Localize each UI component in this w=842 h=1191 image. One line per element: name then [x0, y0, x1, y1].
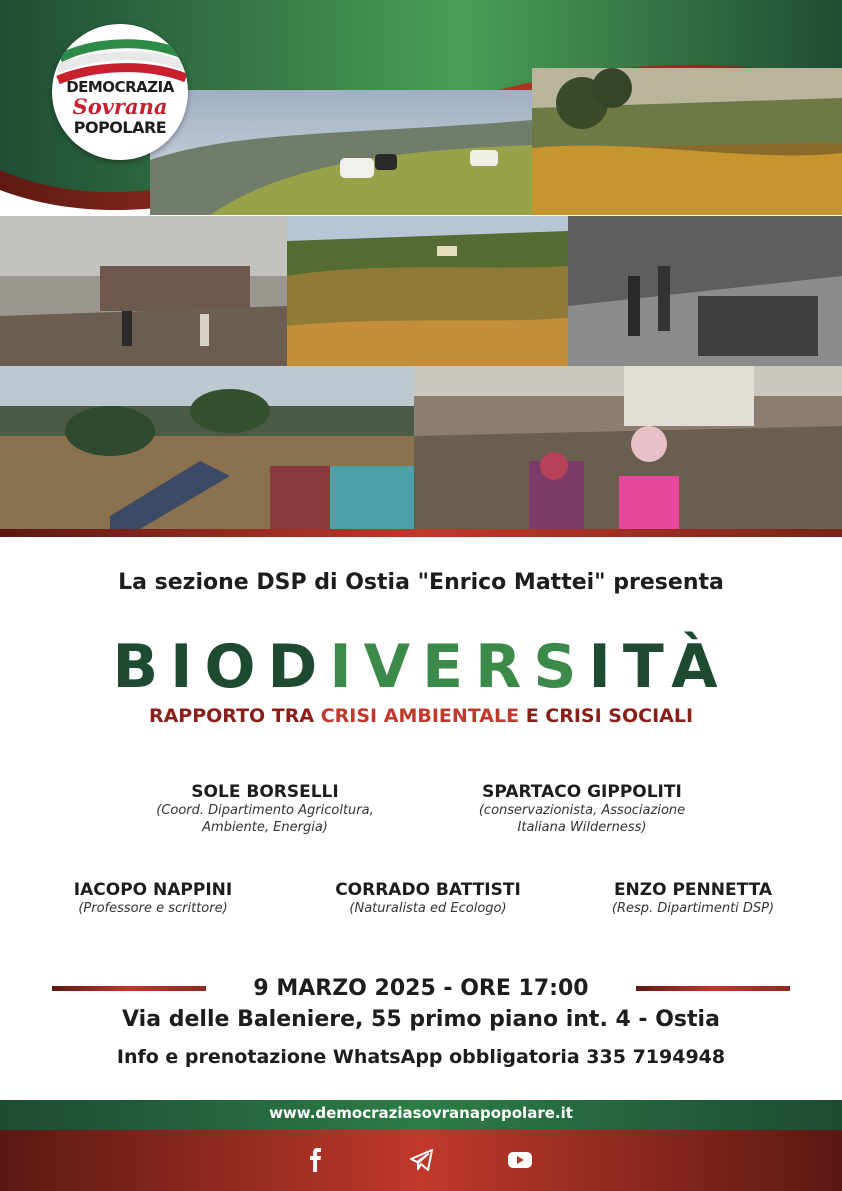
- logo-text-democrazia: DEMOCRAZIA: [66, 78, 174, 96]
- logo-flag-stripes: [52, 24, 188, 84]
- subtitle-part1: RAPPORTO TRA: [148, 705, 321, 727]
- event-date: 9 MARZO 2025 - ORE 17:00: [253, 976, 589, 1001]
- photo-war-ruins: [0, 216, 287, 366]
- youtube-icon[interactable]: [506, 1146, 534, 1174]
- website-link[interactable]: www.democraziasovranapopolare.it: [269, 1104, 573, 1122]
- photo-divider-stripe: [0, 529, 842, 537]
- subtitle-part3: E CRISI SOCIALI: [519, 705, 694, 727]
- speaker-role: (conservazionista, Associazione: [478, 803, 686, 818]
- photo-cows-hills: [150, 90, 532, 215]
- photo-flood: [0, 366, 414, 529]
- event-title: [0, 632, 842, 702]
- photo-painting-harvest: [532, 68, 842, 215]
- event-subtitle: [0, 705, 842, 727]
- speaker-role: (Coord. Dipartimento Agricoltura,: [156, 803, 374, 818]
- speaker-spartaco-gippoliti: [432, 782, 732, 836]
- speaker-corrado-battisti: [298, 880, 558, 917]
- speaker-sole-borselli: [120, 782, 410, 836]
- photo-destroyed-town-children: [414, 366, 842, 529]
- speaker-enzo-pennetta: [580, 880, 806, 917]
- party-logo: [52, 24, 188, 160]
- speaker-iacopo-nappini: [40, 880, 266, 917]
- speaker-name: SPARTACO GIPPOLITI: [482, 782, 682, 802]
- intro-text: La sezione DSP di Ostia "Enrico Mattei" presenta: [118, 570, 724, 595]
- event-address: Via delle Baleniere, 55 primo piano int. 4 - Ostia: [122, 1007, 720, 1032]
- speaker-role: Italiana Wilderness): [517, 820, 647, 835]
- title-part2: IVERS: [329, 632, 589, 702]
- title-part3: ITÀ: [588, 632, 730, 702]
- subtitle-part2: CRISI AMBIENTALE: [320, 705, 520, 727]
- logo-text-popolare: POPOLARE: [73, 118, 167, 137]
- speaker-name: ENZO PENNETTA: [613, 880, 773, 900]
- telegram-icon[interactable]: [408, 1146, 436, 1174]
- speaker-role: (Naturalista ed Ecologo): [349, 901, 507, 916]
- photo-historic-war-bw: [568, 216, 842, 366]
- facebook-icon[interactable]: [302, 1146, 330, 1174]
- speaker-name: CORRADO BATTISTI: [335, 880, 521, 900]
- speaker-role: (Professore e scrittore): [78, 901, 228, 916]
- speaker-name: SOLE BORSELLI: [191, 782, 339, 802]
- title-part1: BIOD: [112, 632, 330, 702]
- speaker-role: (Resp. Dipartimenti DSP): [611, 901, 775, 916]
- event-info: Info e prenotazione WhatsApp obbligatoria 335 7194948: [116, 1046, 726, 1068]
- photo-tuscany-hills: [287, 216, 568, 366]
- logo-text-sovrana: Sovrana: [72, 94, 168, 119]
- speaker-name: IACOPO NAPPINI: [73, 880, 233, 900]
- speaker-role: Ambiente, Energia): [202, 820, 328, 835]
